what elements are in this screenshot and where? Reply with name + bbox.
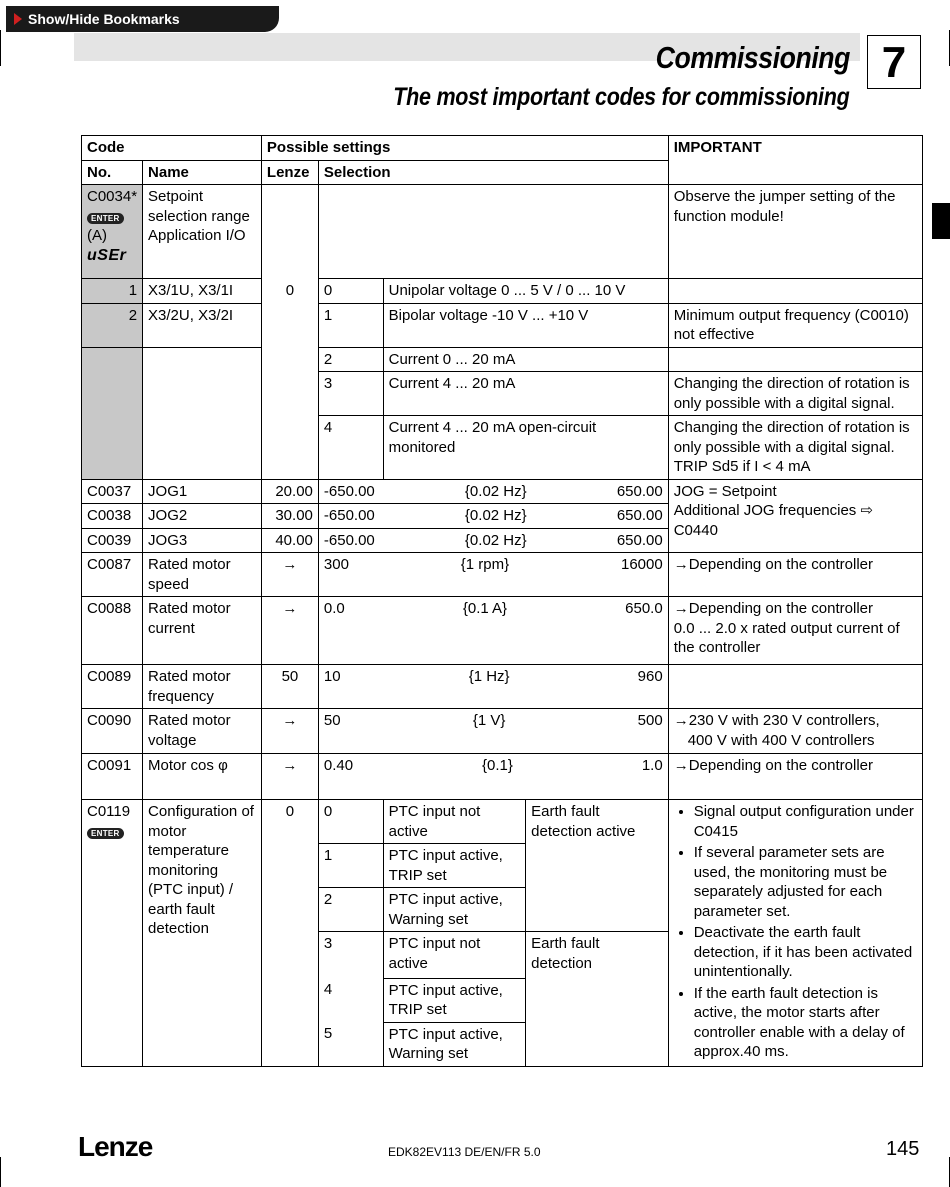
option-value: 1 (318, 844, 383, 888)
important-cell: Observe the jumper setting of the function module! (668, 185, 922, 279)
range-cell (318, 709, 668, 754)
important-cell (668, 709, 922, 754)
code: C0119 (87, 803, 131, 820)
arrow-icon: → (261, 709, 318, 754)
chapter-number: 7 (867, 35, 921, 89)
name: Rated motor current (143, 597, 262, 665)
name: Rated motor speed (143, 553, 262, 597)
option-value: 1 (318, 303, 383, 347)
range-cell (318, 553, 668, 597)
range-cell (318, 597, 668, 665)
name-cell (143, 347, 262, 479)
code: C0089 (82, 665, 143, 709)
sub-no: 2 (82, 303, 143, 347)
option-important: Changing the direction of rotation is only possible with a digital signal. (668, 372, 922, 416)
list-item: • Signal output configuration under C0415 (694, 802, 917, 841)
lenze-cell (261, 303, 318, 347)
list-item: • If several parameter sets are used, the monitoring must be separately adjusted for each parameter set. (694, 843, 917, 921)
important-cell (668, 800, 922, 1067)
earth-fault-cell: Earth fault detection (526, 932, 669, 1067)
range-max: 650.0 (625, 600, 663, 617)
range-min: 0.0 (323, 600, 345, 617)
lenze-value: 50 (261, 665, 318, 709)
range-max: 650.00 (616, 482, 663, 500)
range-min: 10 (323, 668, 341, 685)
range-min: -650.00 (323, 482, 375, 500)
table-row (82, 185, 923, 279)
important-text: →Depending on the controller (668, 754, 922, 800)
option-important (668, 279, 922, 304)
option-text: Current 4 ... 20 mA (383, 372, 668, 416)
option-text: PTC input active, TRIP set (383, 978, 526, 1022)
option-text: PTC input not active (383, 932, 526, 979)
sub-name: X3/2U, X3/2I (143, 303, 262, 347)
lenze-logo: Lenze (78, 1131, 153, 1162)
code: C0091 (82, 754, 143, 800)
table-row (82, 800, 923, 844)
lenze-value: 0 (261, 279, 318, 304)
header-row (82, 136, 923, 161)
lenze-cell (261, 347, 318, 479)
triangle-right-icon (14, 13, 22, 25)
range-cell (318, 528, 668, 553)
th-selection: Selection (318, 160, 668, 185)
code: C0034* (87, 188, 138, 205)
option-text: Bipolar voltage -10 V ... +10 V (383, 303, 668, 347)
code-cell (82, 185, 143, 279)
range-min: 300 (323, 556, 349, 573)
th-no: No. (82, 160, 143, 185)
code-cell (82, 800, 143, 1067)
th-lenze: Lenze (261, 160, 318, 185)
user-menu-icon: uSEr (87, 246, 127, 264)
important-text (668, 665, 922, 709)
range-min: -650.00 (323, 507, 375, 524)
option-important: Minimum output frequency (C0010) not effective (668, 303, 922, 347)
code: C0038 (82, 504, 143, 529)
table-row (82, 597, 923, 665)
table-row (82, 665, 923, 709)
important-list (674, 802, 917, 1062)
range-cell (318, 754, 668, 800)
option-text: Current 0 ... 20 mA (383, 347, 668, 372)
range-min: -650.00 (323, 531, 375, 549)
option-important: Changing the direction of rotation is only possible with a digital signal. TRIP Sd5 if I < 4 mA (668, 416, 922, 480)
option-text: PTC input not active (383, 800, 526, 844)
name: JOG3 (143, 528, 262, 553)
selection-cell (318, 185, 668, 279)
range-cell (318, 504, 668, 529)
range-min: 50 (323, 712, 341, 729)
table-row (82, 709, 923, 754)
table-row (82, 553, 923, 597)
range-step: {0.02 Hz} (464, 531, 527, 549)
page-subtitle: The most important codes for commissioning (393, 83, 850, 111)
option-text: PTC input active, TRIP set (383, 844, 526, 888)
th-name: Name (143, 160, 262, 185)
list-item: • Deactivate the earth fault detection, if it has been activated unintentionally. (694, 923, 917, 982)
range-step: {0.02 Hz} (464, 482, 527, 500)
name-cell: Configuration of motor temperature monitoring (PTC input) / earth fault detection (143, 800, 262, 1067)
page-number: 145 (886, 1138, 920, 1160)
option-value: 5 (318, 1022, 383, 1066)
option-text: Unipolar voltage 0 ... 5 V / 0 ... 10 V (383, 279, 668, 304)
thumb-index-mark (932, 203, 950, 239)
important-text: JOG = Setpoint (673, 482, 777, 500)
range-step: {1 V} (472, 712, 506, 729)
important-cell (668, 479, 922, 553)
name: JOG2 (143, 504, 262, 529)
option-important (668, 347, 922, 372)
lenze-value: 20.00 (261, 479, 318, 504)
range-max: 16000 (620, 556, 663, 573)
th-important: IMPORTANT (668, 136, 922, 185)
range-step: {0.1} (482, 757, 513, 774)
range-min: 0.40 (323, 757, 354, 774)
range-max: 960 (637, 668, 663, 685)
crop-mark (0, 1157, 1, 1187)
show-hide-bookmarks-button[interactable] (6, 6, 279, 32)
option-value: 4 (318, 416, 383, 480)
code: C0039 (82, 528, 143, 553)
range-max: 650.00 (616, 531, 663, 549)
lenze-cell (261, 185, 318, 279)
table-row (82, 754, 923, 800)
arrow-icon: → (261, 754, 318, 800)
codes-table (81, 135, 923, 1067)
document-id: EDK82EV113 DE/EN/FR 5.0 (388, 1145, 541, 1159)
name: JOG1 (143, 479, 262, 504)
bookmarks-label: Show/Hide Bookmarks (28, 11, 180, 27)
code: C0088 (82, 597, 143, 665)
range-step: {1 rpm} (460, 556, 510, 573)
important-text: →Depending on the controller (668, 553, 922, 597)
important-text: Additional JOG frequencies ⇨ C0440 (673, 502, 874, 539)
table-row (82, 279, 923, 304)
option-text: Current 4 ... 20 mA open-circuit monitored (383, 416, 668, 480)
name: Rated motor frequency (143, 665, 262, 709)
important-cell (668, 597, 922, 665)
option-value: 0 (318, 279, 383, 304)
earth-fault-cell: Earth fault detection active (526, 800, 669, 932)
range-cell (318, 479, 668, 504)
lenze-value: 30.00 (261, 504, 318, 529)
range-max: 650.00 (616, 507, 663, 524)
code-a: (A) (87, 227, 107, 244)
name-cell: Setpoint selection range Application I/O (143, 185, 262, 279)
enter-key-icon: ENTER (87, 828, 124, 839)
range-step: {0.1 A} (462, 600, 508, 617)
enter-key-icon: ENTER (87, 213, 124, 224)
range-step: {1 Hz} (468, 668, 510, 685)
option-text: PTC input active, Warning set (383, 1022, 526, 1066)
option-value: 2 (318, 347, 383, 372)
table-row (82, 479, 923, 504)
table-row (82, 347, 923, 372)
option-value: 3 (318, 372, 383, 416)
option-value: 4 (318, 978, 383, 1022)
list-item: • If the earth fault detection is active, the motor starts after controller enable with a delay of approx.40 ms. (694, 984, 917, 1062)
arrow-icon: → (261, 597, 318, 665)
code: C0090 (82, 709, 143, 754)
range-max: 1.0 (641, 757, 663, 774)
lenze-value: 0 (261, 800, 318, 1067)
range-step: {0.02 Hz} (464, 507, 527, 524)
th-code: Code (82, 136, 262, 161)
name: Rated motor voltage (143, 709, 262, 754)
crop-mark (0, 30, 1, 66)
important-text: 0.0 ... 2.0 x rated output current of the controller (673, 619, 900, 656)
sub-no: 1 (82, 279, 143, 304)
table-row (82, 303, 923, 347)
th-possible-settings: Possible settings (261, 136, 668, 161)
option-value: 3 (318, 932, 383, 979)
option-value: 0 (318, 800, 383, 844)
option-text: PTC input active, Warning set (383, 888, 526, 932)
sub-name: X3/1U, X3/1I (143, 279, 262, 304)
chapter-title: Commissioning (655, 40, 850, 75)
range-cell (318, 665, 668, 709)
option-value: 2 (318, 888, 383, 932)
lenze-value: 40.00 (261, 528, 318, 553)
range-max: 500 (637, 712, 663, 729)
code: C0037 (82, 479, 143, 504)
code-cell (82, 347, 143, 479)
arrow-icon: → (261, 553, 318, 597)
important-text: →Depending on the controller (673, 600, 873, 617)
code: C0087 (82, 553, 143, 597)
important-text: →230 V with 230 V controllers, (673, 712, 880, 729)
important-text: 400 V with 400 V controllers (687, 731, 875, 749)
name: Motor cos φ (143, 754, 262, 800)
